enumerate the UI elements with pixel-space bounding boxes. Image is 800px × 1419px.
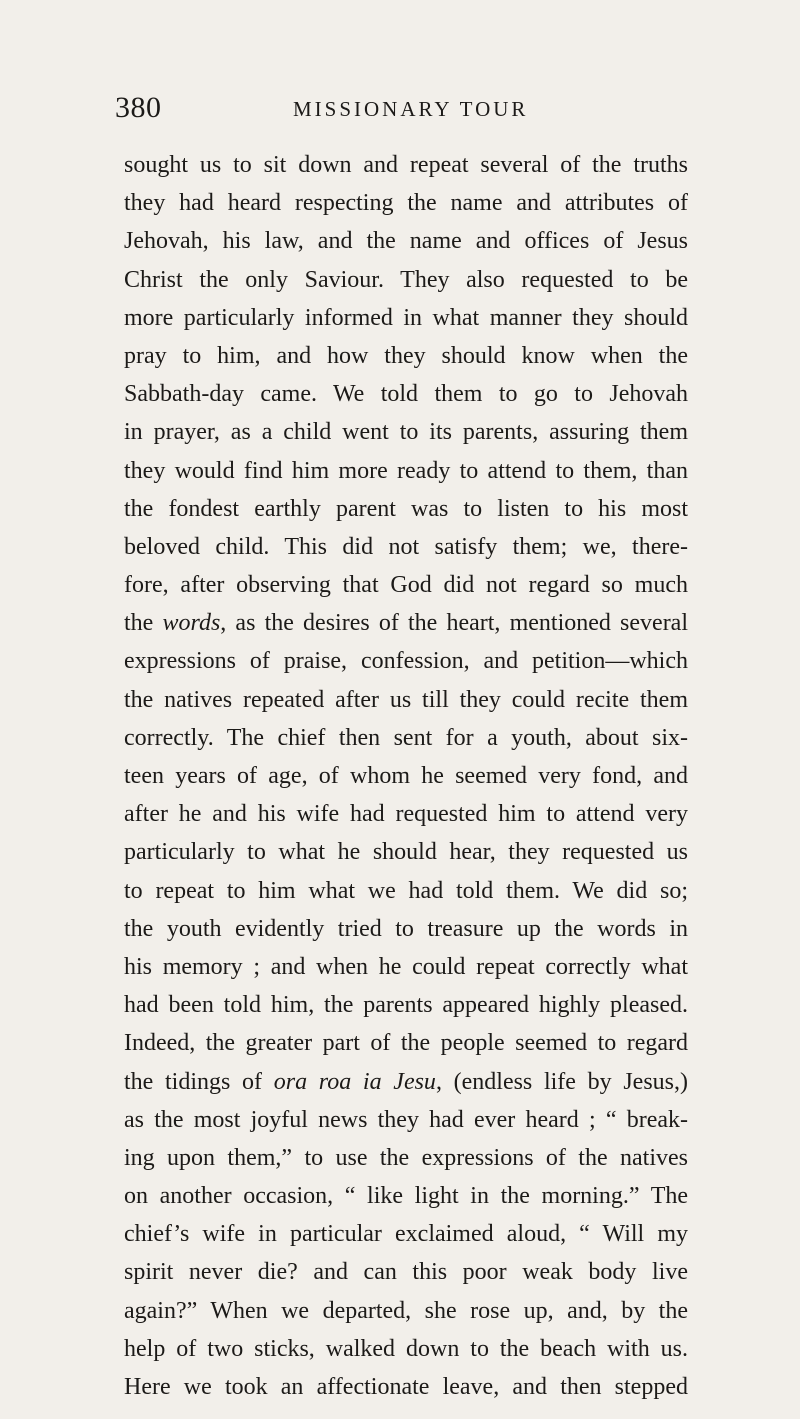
- text-line: [124, 833, 688, 871]
- text-segment: spirit never die? and can this poor weak body live: [124, 1259, 688, 1286]
- page-number: 380: [115, 91, 162, 124]
- text-segment: more particularly informed in what manner they should: [124, 304, 688, 331]
- text-segment: the youth evidently tried to treasure up the words in: [124, 915, 688, 942]
- text-segment: as the most joyful news they had ever heard ; “ break-: [124, 1106, 688, 1133]
- text-line: [124, 795, 688, 833]
- text-segment: chief’s wife in particular exclaimed aloud, “ Will my: [124, 1221, 688, 1248]
- text-segment: had been told him, the parents appeared highly pleased.: [124, 992, 688, 1019]
- text-segment: teen years of age, of whom he seemed very fond, and: [124, 763, 688, 789]
- text-segment: the tidings of: [124, 1068, 274, 1095]
- text-segment: Sabbath-day came. We told them to go to Jehovah: [124, 381, 688, 408]
- running-head: MISSIONARY TOUR: [293, 97, 529, 121]
- text-segment: sought us to sit down and repeat several of the truths: [124, 152, 688, 178]
- text-line: [124, 452, 688, 490]
- italic-text: ora roa ia Jesu: [273, 1068, 436, 1095]
- text-segment: , as the desires of the heart, mentioned several: [220, 610, 689, 637]
- text-segment: particularly to what he should hear, they requested us: [124, 839, 688, 866]
- text-segment: they had heard respecting the name and attributes of: [124, 190, 688, 217]
- text-segment: again?” When we departed, she rose up, and, by the: [124, 1297, 688, 1324]
- text-line: [124, 1330, 688, 1368]
- text-line: [124, 337, 688, 375]
- text-segment: Indeed, the greater part of the people seemed to regard: [124, 1030, 688, 1057]
- text-line: [124, 604, 688, 642]
- text-line: [124, 948, 688, 986]
- text-segment: ing upon them,” to use the expressions of the natives: [124, 1144, 688, 1171]
- text-line: [124, 261, 688, 299]
- text-line: [124, 642, 688, 680]
- text-segment: after he and his wife had requested him to attend very: [124, 801, 688, 828]
- text-line: [124, 1368, 688, 1406]
- text-line: [124, 986, 688, 1024]
- text-segment: beloved child. This did not satisfy them; we, there-: [124, 533, 688, 560]
- text-segment: Christ the only Saviour. They also requested to be: [124, 266, 688, 293]
- text-line: [124, 222, 688, 260]
- text-segment: Here we took an affectionate leave, and then stepped: [124, 1374, 688, 1400]
- text-segment: help of two sticks, walked down to the beach with us.: [124, 1335, 688, 1362]
- text-segment: pray to him, and how they should know when the: [124, 342, 688, 369]
- text-line: [124, 1101, 688, 1139]
- text-line: [124, 1063, 688, 1101]
- text-line: [124, 490, 688, 528]
- page-header: [115, 88, 685, 128]
- text-line: [124, 872, 688, 910]
- text-line: [124, 1253, 688, 1291]
- text-segment: correctly. The chief then sent for a youth, about six-: [124, 724, 688, 751]
- text-line: [124, 1292, 688, 1330]
- text-segment: the natives repeated after us till they could recite them: [124, 686, 688, 713]
- text-line: [124, 1139, 688, 1177]
- text-segment: in prayer, as a child went to its parents, assuring them: [124, 419, 688, 446]
- body-paragraph: [124, 146, 688, 1406]
- text-line: [124, 413, 688, 451]
- text-segment: on another occasion, “ like light in the morning.” The: [124, 1183, 688, 1210]
- text-segment: expressions of praise, confession, and petition—which: [124, 648, 688, 675]
- text-segment: his memory ; and when he could repeat correctly what: [124, 953, 688, 980]
- text-line: [124, 184, 688, 222]
- text-line: [124, 1024, 688, 1062]
- text-line: [124, 1215, 688, 1253]
- text-segment: the: [124, 610, 163, 637]
- text-line: [124, 299, 688, 337]
- text-segment: they would find him more ready to attend to them, than: [124, 457, 688, 484]
- text-segment: , (endless life by Jesus,): [435, 1068, 689, 1095]
- text-line: [124, 681, 688, 719]
- text-line: [124, 757, 688, 795]
- text-line: [124, 146, 688, 184]
- text-line: [124, 528, 688, 566]
- text-line: [124, 719, 688, 757]
- text-line: [124, 375, 688, 413]
- text-segment: fore, after observing that God did not regard so much: [124, 572, 688, 599]
- italic-text: words: [162, 610, 221, 637]
- text-line: [124, 566, 688, 604]
- text-line: [124, 910, 688, 948]
- text-line: [124, 1177, 688, 1215]
- text-segment: the fondest earthly parent was to listen to his most: [124, 495, 688, 522]
- text-segment: Jehovah, his law, and the name and offices of Jesus: [124, 228, 688, 255]
- text-segment: to repeat to him what we had told them. We did so;: [124, 877, 688, 904]
